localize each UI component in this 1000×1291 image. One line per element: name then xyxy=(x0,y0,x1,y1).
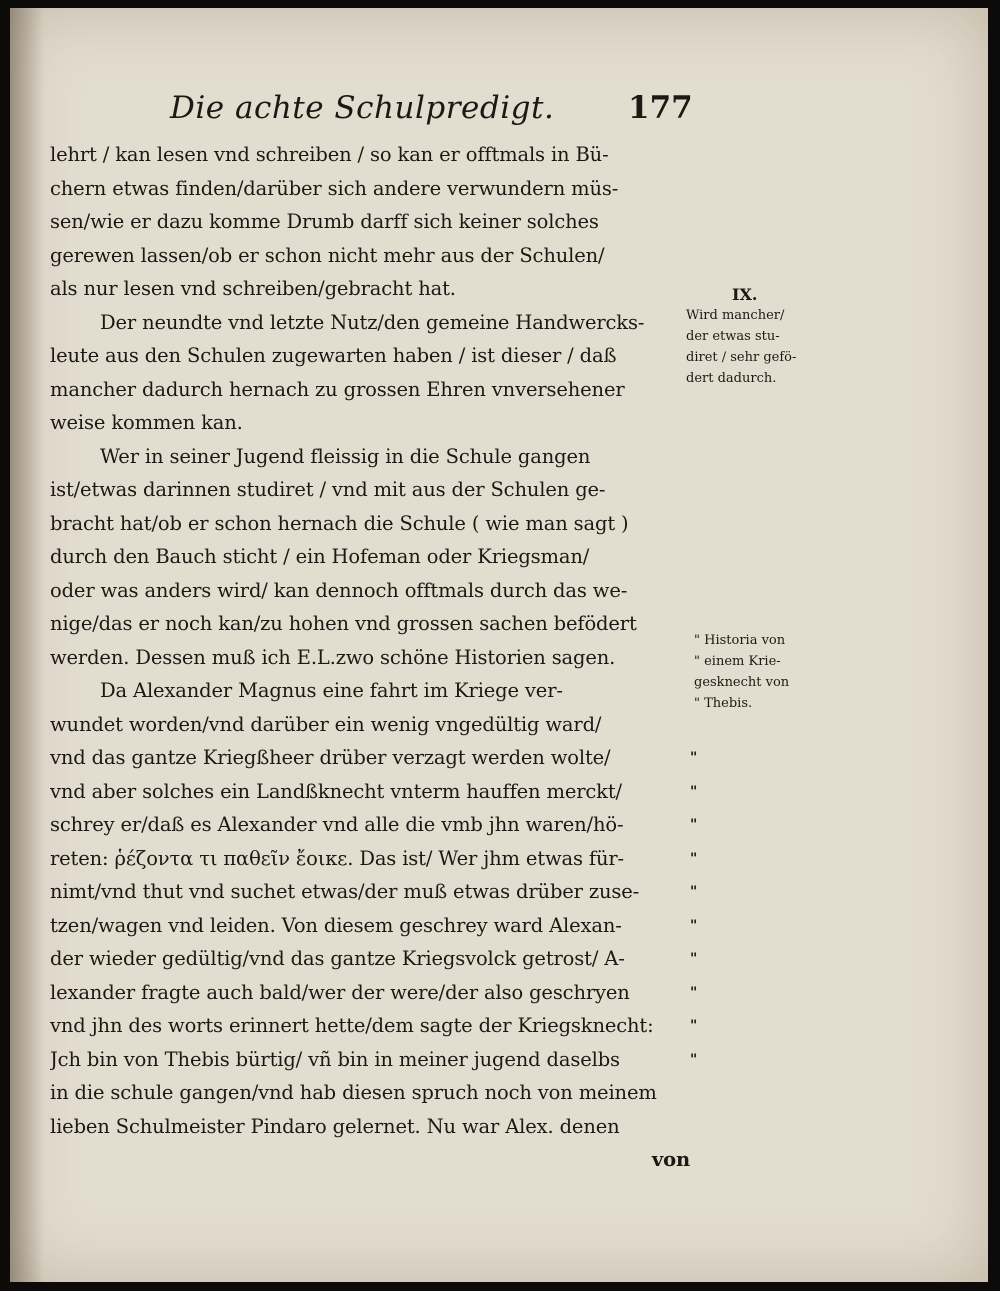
margin-note-line: dert dadurch. xyxy=(686,371,777,386)
text-line: chern etwas finden/darüber sich andere verwundern müs- xyxy=(50,176,619,200)
margin-note-line: diret / sehr gefö- xyxy=(686,350,797,365)
text-line: Jch bin von Thebis bürtig/ vñ bin in meiner jugend daselbs xyxy=(50,1047,620,1071)
text-line: lexander fragte auch bald/wer der were/der also geschryen xyxy=(50,980,630,1004)
text-line: mancher dadurch hernach zu grossen Ehren vnversehener xyxy=(50,377,625,401)
text-line: vnd aber solches ein Landßknecht vnterm hauffen merckt/ xyxy=(50,779,622,803)
text-line: der wieder gedültig/vnd das gantze Kriegsvolck getrost/ A- xyxy=(50,947,625,970)
quote-mark: " xyxy=(690,1051,698,1068)
text-line: Da Alexander Magnus eine fahrt im Kriege ver- xyxy=(100,679,563,702)
text-line: reten: ῥέζοντα τι παθεῖν ἔοικε. Das ist/ Wer jhm etwas für- xyxy=(50,846,624,870)
body-text xyxy=(50,138,690,1177)
text-line: weise kommen kan. xyxy=(50,411,243,434)
running-title: Die achte Schulpredigt. xyxy=(170,90,555,126)
text-line: oder was anders wird/ kan dennoch offtmals durch das we- xyxy=(50,578,628,602)
text-line: ist/etwas darinnen studiret / vnd mit aus der Schulen ge- xyxy=(50,478,606,501)
text-line: tzen/wagen vnd leiden. Von diesem geschrey ward Alexan- xyxy=(50,913,622,937)
margin-note-ix xyxy=(686,284,796,389)
text-line: werden. Dessen muß ich E.L.zwo schöne Historien sagen. xyxy=(50,645,616,669)
margin-note-line: " Historia von xyxy=(694,633,786,648)
quote-mark: " xyxy=(690,750,698,766)
text-line: sen/wie er dazu komme Drumb darff sich keiner solches xyxy=(50,210,599,233)
quote-mark: " xyxy=(690,984,698,1001)
text-line: vnd jhn des worts erinnert hette/dem sagte der Kriegsknecht: xyxy=(50,1014,654,1037)
quote-mark: " xyxy=(690,783,698,800)
margin-note-line: gesknecht von xyxy=(694,675,790,690)
page-number: 177 xyxy=(628,90,693,126)
quote-mark: " xyxy=(690,1018,698,1034)
catchword: von xyxy=(651,1148,690,1171)
text-line: als nur lesen vnd schreiben/gebracht hat. xyxy=(50,277,456,300)
text-line: lehrt / kan lesen vnd schreiben / so kan er offtmals in Bü- xyxy=(50,143,609,166)
text-line: nige/das er noch kan/zu hohen vnd grossen sachen befödert xyxy=(50,612,637,635)
text-line: lieben Schulmeister Pindaro gelernet. Nu war Alex. denen xyxy=(50,1114,620,1138)
margin-note-historia xyxy=(694,630,789,714)
text-line: vnd das gantze Kriegßheer drüber verzagt werden wolte/ xyxy=(50,746,611,769)
margin-note-line: Wird mancher/ xyxy=(686,308,785,323)
margin-note-line: " einem Krie- xyxy=(694,654,781,669)
book-page xyxy=(10,8,988,1282)
page-header xyxy=(10,90,988,134)
margin-note-line: der etwas stu- xyxy=(686,329,780,344)
quote-mark: " xyxy=(690,884,698,900)
text-line: in die schule gangen/vnd hab diesen spruch noch von meinem xyxy=(50,1081,657,1104)
margin-note-line: " Thebis. xyxy=(694,696,753,711)
quote-mark: " xyxy=(690,917,698,934)
margin-note-line: IX. xyxy=(732,285,758,304)
text-line: gerewen lassen/ob er schon nicht mehr aus der Schulen/ xyxy=(50,243,605,267)
text-line: durch den Bauch sticht / ein Hofeman oder Kriegsman/ xyxy=(50,545,590,568)
quote-mark: " xyxy=(690,817,698,833)
text-line: leute aus den Schulen zugewarten haben / ist dieser / daß xyxy=(50,344,617,367)
text-line: schrey er/daß es Alexander vnd alle die vmb jhn waren/hö- xyxy=(50,813,624,836)
text-line: Wer in seiner Jugend fleissig in die Schule gangen xyxy=(100,444,591,468)
gutter-shadow xyxy=(10,8,44,1282)
text-line: Der neundte vnd letzte Nutz/den gemeine Handwercks- xyxy=(100,310,645,334)
text-line: bracht hat/ob er schon hernach die Schule ( wie man sagt ) xyxy=(50,511,629,535)
text-line: wundet worden/vnd darüber ein wenig vngedültig ward/ xyxy=(50,712,602,736)
quotation-marks-column xyxy=(690,742,724,1077)
quote-mark: " xyxy=(690,951,698,967)
text-line: nimt/vnd thut vnd suchet etwas/der muß etwas drüber zuse- xyxy=(50,880,640,903)
quote-mark: " xyxy=(690,850,698,867)
